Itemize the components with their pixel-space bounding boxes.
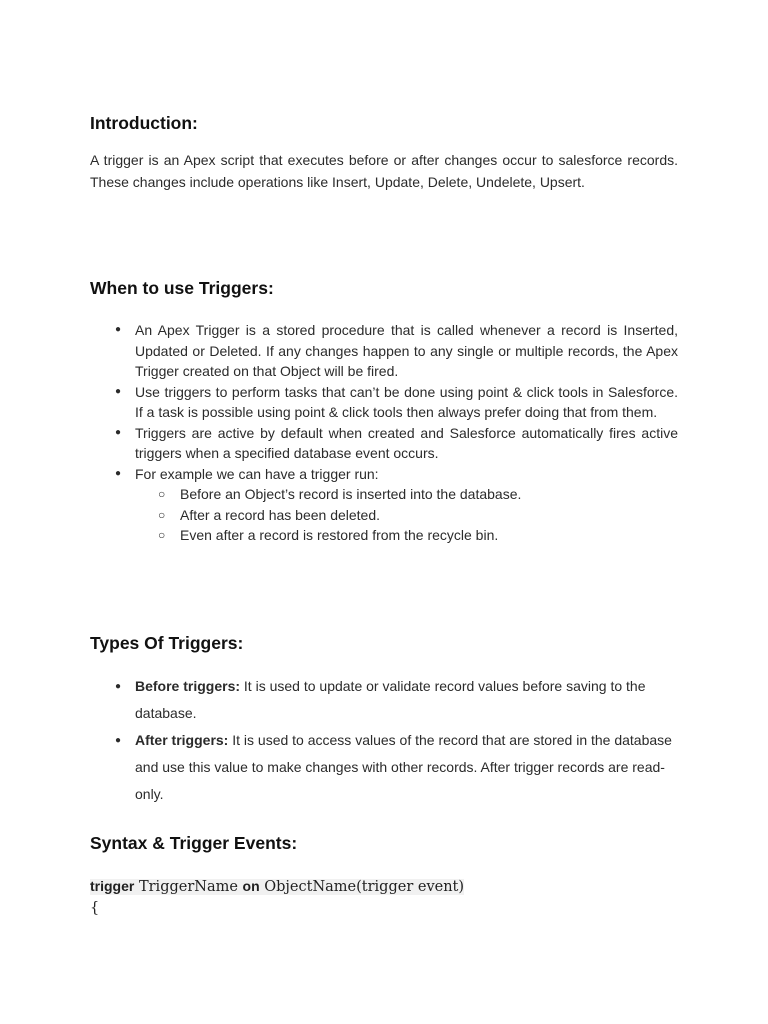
list-item [90, 320, 678, 382]
object-name: ObjectName(trigger event) [259, 879, 465, 895]
term-label: Before triggers: [135, 678, 241, 694]
keyword-on: on [242, 878, 260, 894]
sub-list-item-text: Before an Object’s record is inserted into the database. [180, 486, 522, 502]
sub-list-item [135, 484, 678, 505]
introduction-heading: Introduction: [90, 113, 198, 133]
bullet-icon: ● [115, 681, 122, 692]
list-item [90, 382, 678, 423]
syntax-heading: Syntax & Trigger Events: [90, 833, 298, 853]
types-of-triggers-heading: Types Of Triggers: [90, 633, 244, 653]
list-item-text: Triggers are active by default when created and Salesforce automatically fires active triggers when a specified database event occurs. [135, 424, 678, 461]
when-to-use-list [90, 320, 678, 546]
bullet-icon: ● [115, 426, 122, 438]
code-line [90, 898, 464, 919]
sub-list-item-text: After a record has been deleted. [180, 506, 381, 523]
bullet-icon: ● [115, 467, 122, 479]
list-item-text: For example we can have a trigger run: [135, 465, 379, 482]
list-item-text: Use triggers to perform tasks that can’t be done using point & click tools in Salesforce. If a task is possible using point & click tools then always prefer doing that from them. [135, 383, 678, 420]
list-item [90, 673, 678, 727]
when-to-use-heading: When to use Triggers: [90, 278, 274, 298]
circle-bullet-icon: ○ [158, 507, 166, 522]
term-description: It is used to access values of the record that are stored in the database and use this value to make changes with other records. After trigger records are read-only. [135, 732, 672, 802]
introduction-paragraph: A trigger is an Apex script that executes before or after changes occur to salesforce records. These changes include operations like Insert, Update, Delete, Undelete, Upsert. [90, 152, 678, 190]
sub-list-item [135, 505, 678, 526]
open-brace: { [90, 900, 100, 916]
bullet-icon: ● [115, 385, 122, 397]
list-item [90, 423, 678, 464]
circle-bullet-icon: ○ [158, 487, 166, 501]
circle-bullet-icon: ○ [158, 528, 166, 542]
example-sublist [135, 484, 678, 546]
sub-list-item-text: Even after a record is restored from the recycle bin. [180, 527, 499, 543]
sub-list-item [135, 525, 678, 546]
code-line [90, 876, 464, 898]
code-block [90, 876, 464, 919]
list-item [90, 727, 678, 808]
list-item-text: An Apex Trigger is a stored procedure that is called whenever a record is Inserted, Updated or Deleted. If any changes happen to any single or multiple records, the Apex Trigger created on that Object will be fired. [135, 322, 678, 379]
keyword-trigger: trigger [90, 878, 135, 894]
list-item [90, 464, 678, 546]
types-of-triggers-list [90, 673, 678, 808]
bullet-icon: ● [115, 735, 122, 746]
trigger-name: TriggerName [134, 879, 243, 895]
term-description: It is used to update or validate record values before saving to the database. [135, 678, 646, 721]
bullet-icon: ● [115, 324, 122, 335]
term-label: After triggers: [135, 732, 229, 748]
